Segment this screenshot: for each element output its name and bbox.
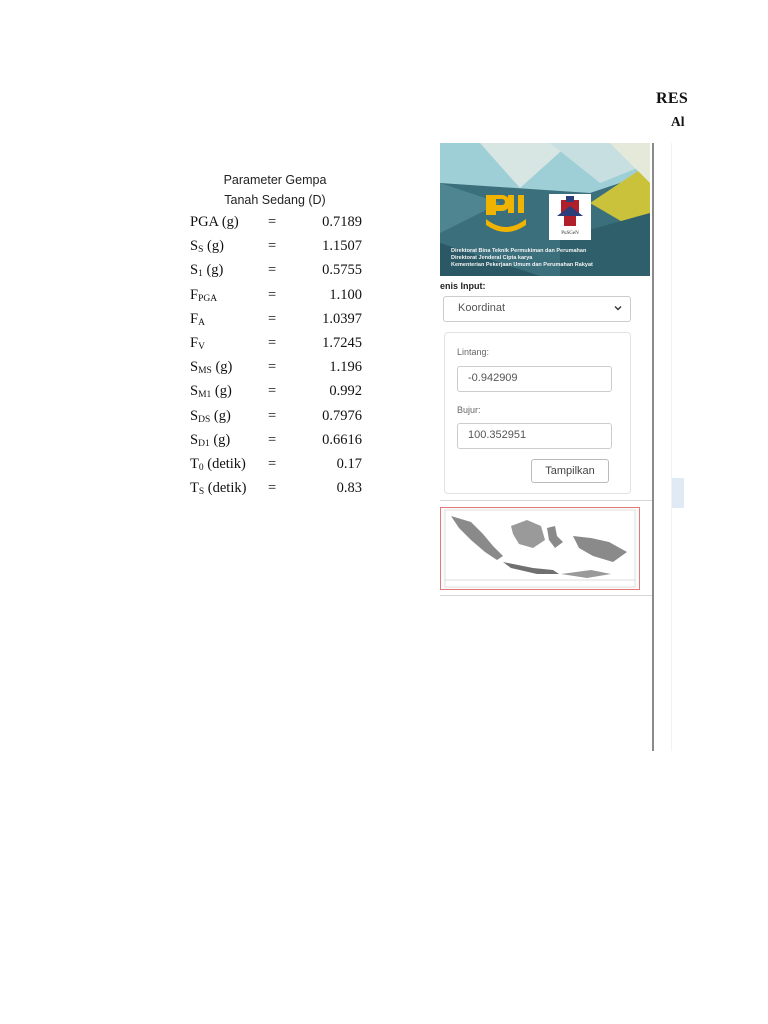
equals-sign: = [268, 407, 277, 424]
parameter-name: $T_S$ (detik) [190, 480, 247, 498]
bujur-value: 100.352951 [468, 429, 527, 441]
parameter-row [190, 284, 365, 306]
bujur-input[interactable] [457, 423, 612, 449]
results-panel [654, 143, 684, 751]
chevron-down-icon [613, 303, 623, 313]
parameter-value: 0.5755 [322, 262, 362, 279]
web-app-panel [440, 143, 654, 751]
banner-line-3: Kementerian Pekerjaan Umum dan Perumahan Rakyat [451, 262, 593, 268]
parameter-row [190, 259, 365, 281]
jenis-input-label: enis Input: [440, 281, 486, 291]
parameter-name: $S_S$ (g) [190, 238, 224, 256]
coordinate-card [444, 332, 631, 494]
pu-logo-icon [486, 195, 526, 233]
parameter-name: PGA (g) [190, 214, 239, 230]
parameter-value: 1.0397 [322, 310, 362, 327]
equals-sign: = [268, 286, 277, 303]
parameter-name: $S_{DS}$ (g) [190, 407, 231, 425]
bujur-label: Bujur: [457, 405, 481, 415]
parameter-row [190, 211, 365, 233]
results-panel-border [671, 143, 672, 751]
banner-line-2: Direktorat Jenderal Cipta karya [451, 255, 533, 261]
parameter-row [190, 405, 365, 427]
pusgen-logo-icon [549, 194, 591, 240]
equals-sign: = [268, 480, 277, 497]
banner-line-1: Direktorat Bina Teknik Permukiman dan Perumahan [451, 248, 587, 254]
table-title: Parameter Gempa [223, 173, 327, 187]
parameter-table [0, 0, 440, 520]
parameter-row [190, 308, 365, 330]
parameter-value: 1.100 [329, 286, 362, 303]
table-subtitle: Tanah Sedang (D) [224, 193, 326, 207]
parameter-name: $T_0$ (detik) [190, 456, 246, 473]
equals-sign: = [268, 238, 277, 255]
indonesia-map-icon [441, 508, 639, 589]
parameter-name: $S_{D1}$ (g) [190, 431, 231, 449]
parameter-name: $S_1$ (g) [190, 262, 224, 280]
parameter-row [190, 332, 365, 354]
equals-sign: = [268, 431, 277, 448]
parameter-name: $S_{MS}$ (g) [190, 359, 233, 377]
report-subtitle-fragment: Al [671, 114, 685, 129]
parameter-value: 0.7976 [322, 407, 362, 424]
equals-sign: = [268, 335, 277, 351]
divider [440, 595, 652, 596]
svg-text:PuSGeN: PuSGeN [561, 231, 579, 236]
parameter-value: 1.1507 [322, 238, 362, 255]
divider [440, 500, 652, 501]
report-title-fragment: RES [656, 90, 689, 107]
map-thumbnail[interactable] [440, 507, 640, 590]
jenis-input-value: Koordinat [458, 302, 506, 314]
parameter-name: $F_{PGA}$ [190, 286, 218, 304]
equals-sign: = [268, 310, 277, 327]
equals-sign: = [268, 359, 277, 376]
equals-sign: = [268, 456, 277, 472]
parameter-value: 1.7245 [322, 335, 362, 351]
parameter-value: 0.992 [329, 383, 362, 400]
parameter-value: 0.17 [336, 456, 362, 472]
parameter-value: 0.6616 [322, 431, 362, 448]
parameter-row [190, 235, 365, 257]
jenis-input-select[interactable] [443, 296, 631, 322]
lintang-label: Lintang: [457, 347, 490, 357]
parameter-name: $F_A$ [190, 310, 205, 328]
equals-sign: = [268, 383, 277, 400]
equals-sign: = [268, 214, 277, 230]
banner [440, 143, 650, 276]
equals-sign: = [268, 262, 277, 279]
parameter-row [190, 429, 365, 451]
tampilkan-button[interactable]: Tampilkan [531, 459, 609, 483]
parameter-row [190, 477, 365, 499]
lintang-value: -0.942909 [468, 372, 518, 384]
parameter-row [190, 453, 365, 475]
parameter-value: 0.7189 [322, 214, 362, 230]
parameter-value: 1.196 [329, 359, 362, 376]
parameter-row [190, 356, 365, 378]
parameter-value: 0.83 [336, 480, 362, 497]
results-highlight [672, 478, 684, 508]
parameter-name: $F_V$ [190, 335, 205, 352]
parameter-name: $S_{M1}$ (g) [190, 383, 232, 401]
parameter-row [190, 380, 365, 402]
lintang-input[interactable] [457, 366, 612, 392]
